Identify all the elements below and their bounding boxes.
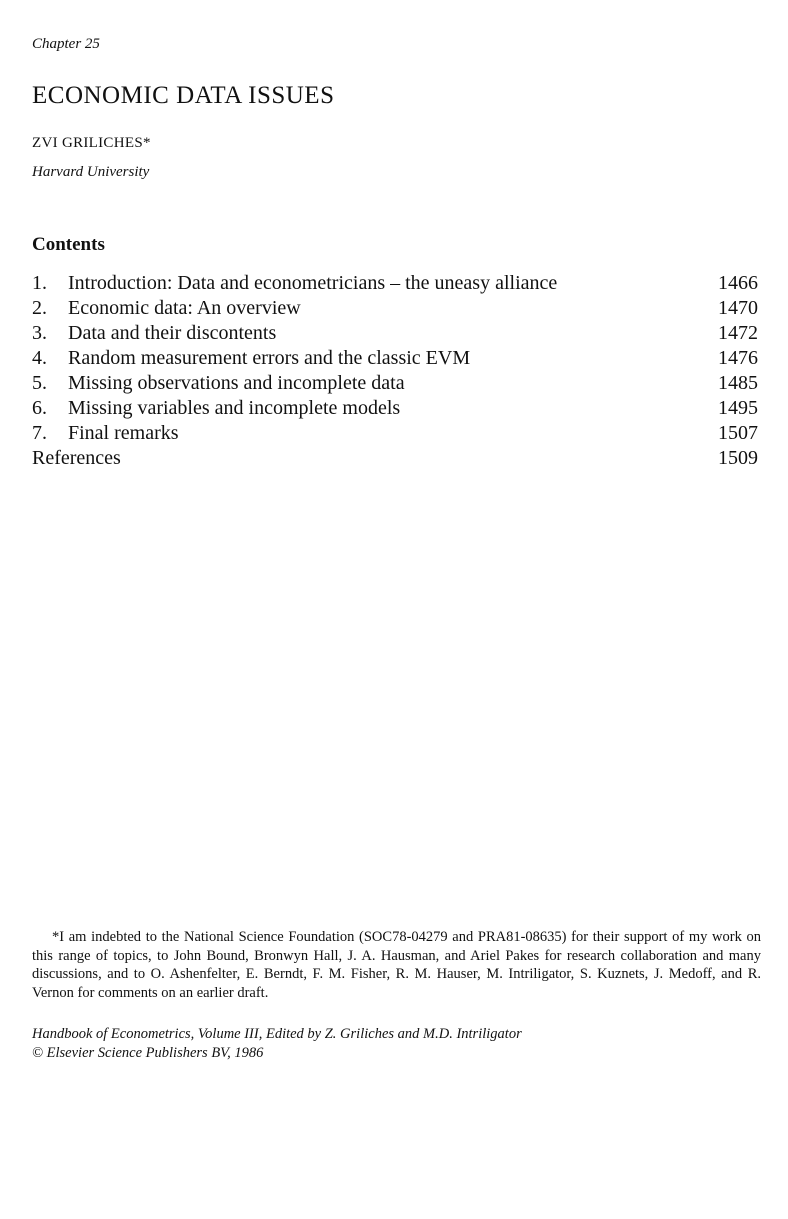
toc-entry-page: 1466 [718, 272, 758, 294]
toc-entry[interactable] [32, 421, 758, 446]
toc-entry[interactable] [32, 371, 758, 396]
toc-entry-title: References [32, 447, 121, 469]
toc-entry-page: 1470 [718, 297, 758, 319]
toc-entry-title: Economic data: An overview [68, 297, 301, 319]
toc-entry-title: Missing variables and incomplete models [68, 397, 401, 419]
toc-entry-references[interactable] [32, 446, 758, 471]
toc-entry-page: 1485 [718, 372, 758, 394]
author-affiliation: Harvard University [32, 164, 150, 180]
toc-entry-page: 1507 [718, 422, 758, 444]
toc-entry-title: Final remarks [68, 422, 179, 444]
toc-entry-page: 1476 [718, 347, 758, 369]
toc-entry-title: Introduction: Data and econometricians – the uneasy alliance [68, 272, 558, 294]
author-name: ZVI GRILICHES* [32, 135, 151, 151]
toc-entry[interactable] [32, 396, 758, 421]
toc-entry-number: 7. [32, 422, 47, 444]
toc-entry-page: 1495 [718, 397, 758, 419]
toc-entry-number: 5. [32, 372, 47, 394]
toc-entry-number: 4. [32, 347, 47, 369]
acknowledgment-footnote: *I am indebted to the National Science Foundation (SOC78-04279 and PRA81-08635) for their support of my work on this range of topics, to John Bound, Bronwyn Hall, J. A. Hausman, and Ariel Pakes for research collaboration and many discussions, and to O. Ashenfelter, E. Berndt, F. M. Fisher, R. M. Hauser, M. Intriligator, S. Kuznets, J. Medoff, and R. Vernon for comments on an earlier draft. [32, 929, 761, 1001]
toc-entry-number: 1. [32, 272, 47, 294]
toc-entry-title: Random measurement errors and the classic EVM [68, 347, 471, 369]
publication-info: Handbook of Econometrics, Volume III, Edited by Z. Griliches and M.D. Intriligator [32, 1026, 522, 1042]
toc-entry-page: 1472 [718, 322, 758, 344]
contents-heading: Contents [32, 234, 105, 255]
toc-entry-number: 6. [32, 397, 47, 419]
toc-entry-number: 3. [32, 322, 47, 344]
table-of-contents [32, 271, 758, 471]
toc-entry[interactable] [32, 321, 758, 346]
toc-entry-title: Missing observations and incomplete data [68, 372, 405, 394]
toc-entry-title: Data and their discontents [68, 322, 277, 344]
chapter-title: ECONOMIC DATA ISSUES [32, 82, 335, 109]
toc-entry-number: 2. [32, 297, 47, 319]
chapter-label: Chapter 25 [32, 36, 100, 52]
toc-entry[interactable] [32, 296, 758, 321]
toc-entry[interactable] [32, 271, 758, 296]
toc-entry-page: 1509 [718, 447, 758, 469]
toc-entry[interactable] [32, 346, 758, 371]
copyright-notice: © Elsevier Science Publishers BV, 1986 [32, 1045, 264, 1061]
